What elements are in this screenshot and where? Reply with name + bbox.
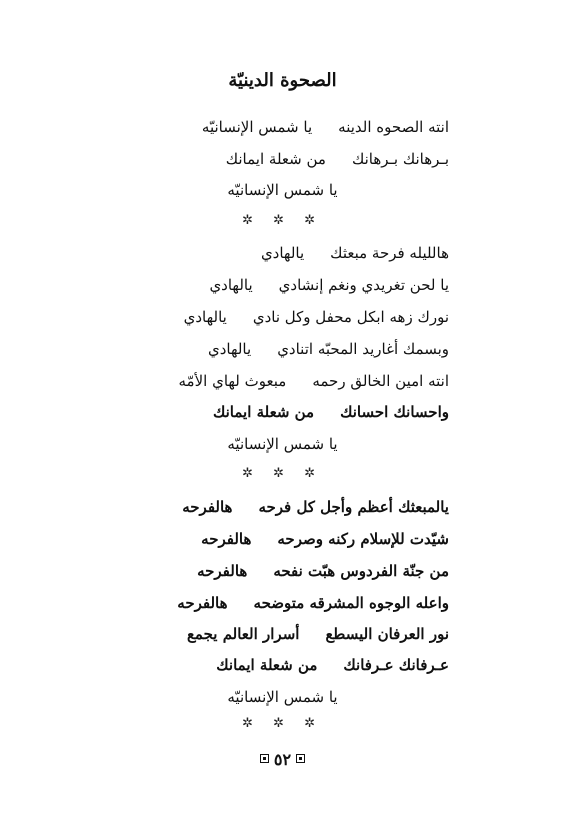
verse-line [187, 624, 449, 644]
hemistich-second: من شعلة ايمانك [225, 150, 326, 168]
hemistich-second: يالهادي [183, 308, 227, 326]
hemistich-first: واحسانك احسانك [340, 403, 449, 421]
page-number-value: ٥٢ [273, 750, 292, 769]
ornament-square-icon [260, 754, 269, 763]
hemistich-first: نورك زهه ابكل محفل وكل نادي [252, 308, 449, 326]
stanza-separator: ✲ ✲ ✲ [242, 466, 323, 481]
page-title: الصحوة الدينيّة [228, 70, 337, 91]
verse-line [261, 243, 449, 263]
hemistich-second: هالفرحه [201, 530, 252, 548]
refrain-line: يا شمس الإنسانيّه [227, 435, 338, 453]
verse-line [216, 655, 449, 675]
verse-line [209, 275, 449, 295]
hemistich-second: يالهادي [260, 244, 305, 262]
hemistich-first: وبسمك أغاريد المحبّه اتنادي [277, 340, 449, 358]
hemistich-first: انته امين الخالق رحمه [312, 372, 449, 390]
hemistich-second: هالفرحه [177, 594, 228, 612]
refrain-line: يا شمس الإنسانيّه [227, 181, 338, 199]
hemistich-first: انته الصحوه الدينه [338, 118, 449, 136]
hemistich-first: يالمبعثك أعظم وأجل كل فرحه [258, 498, 449, 516]
verse-line [197, 561, 449, 581]
verse-line [213, 402, 449, 422]
hemistich-first: هالليله فرحة مبعثك [330, 244, 449, 262]
hemistich-second: من شعلة ايمانك [216, 656, 318, 674]
hemistich-first: يا لحن تغريدي ونغم إنشادي [278, 276, 449, 294]
stanza-separator: ✲ ✲ ✲ [242, 716, 323, 731]
hemistich-first: عـرفانك عـرفانك [343, 656, 449, 674]
hemistich-second: هالفرحه [182, 498, 233, 516]
refrain-line: يا شمس الإنسانيّه [227, 688, 338, 706]
stanza-separator: ✲ ✲ ✲ [242, 213, 323, 228]
hemistich-second: من شعلة ايمانك [212, 403, 315, 421]
hemistich-second: هالفرحه [197, 562, 248, 580]
hemistich-first: شيّدت للإسلام ركنه وصرحه [277, 530, 449, 548]
hemistich-first: بـرهانك بـرهانك [351, 150, 449, 168]
verse-line [202, 117, 449, 137]
verse-line [201, 529, 449, 549]
verse-line [182, 497, 449, 517]
ornament-square-icon [296, 754, 305, 763]
hemistich-second: يالهادي [207, 340, 252, 358]
verse-line [184, 307, 449, 327]
verse-line [208, 339, 449, 359]
verse-line [226, 149, 449, 169]
hemistich-first: واعله الوجوه المشرقه متوضحه [253, 594, 449, 612]
hemistich-second: يا شمس الإنسانيّه [201, 118, 313, 136]
hemistich-second: يالهادي [209, 276, 253, 294]
verse-line [179, 371, 449, 391]
hemistich-second: أسرار العالم يجمع [186, 625, 300, 643]
page-number [0, 750, 565, 769]
verse-line [177, 593, 449, 613]
hemistich-second: مبعوث لهاي الأمّه [178, 372, 287, 390]
hemistich-first: نور العرفان اليسطع [325, 625, 449, 643]
hemistich-first: من جنّة الفردوس هبّت نفحه [273, 562, 449, 580]
